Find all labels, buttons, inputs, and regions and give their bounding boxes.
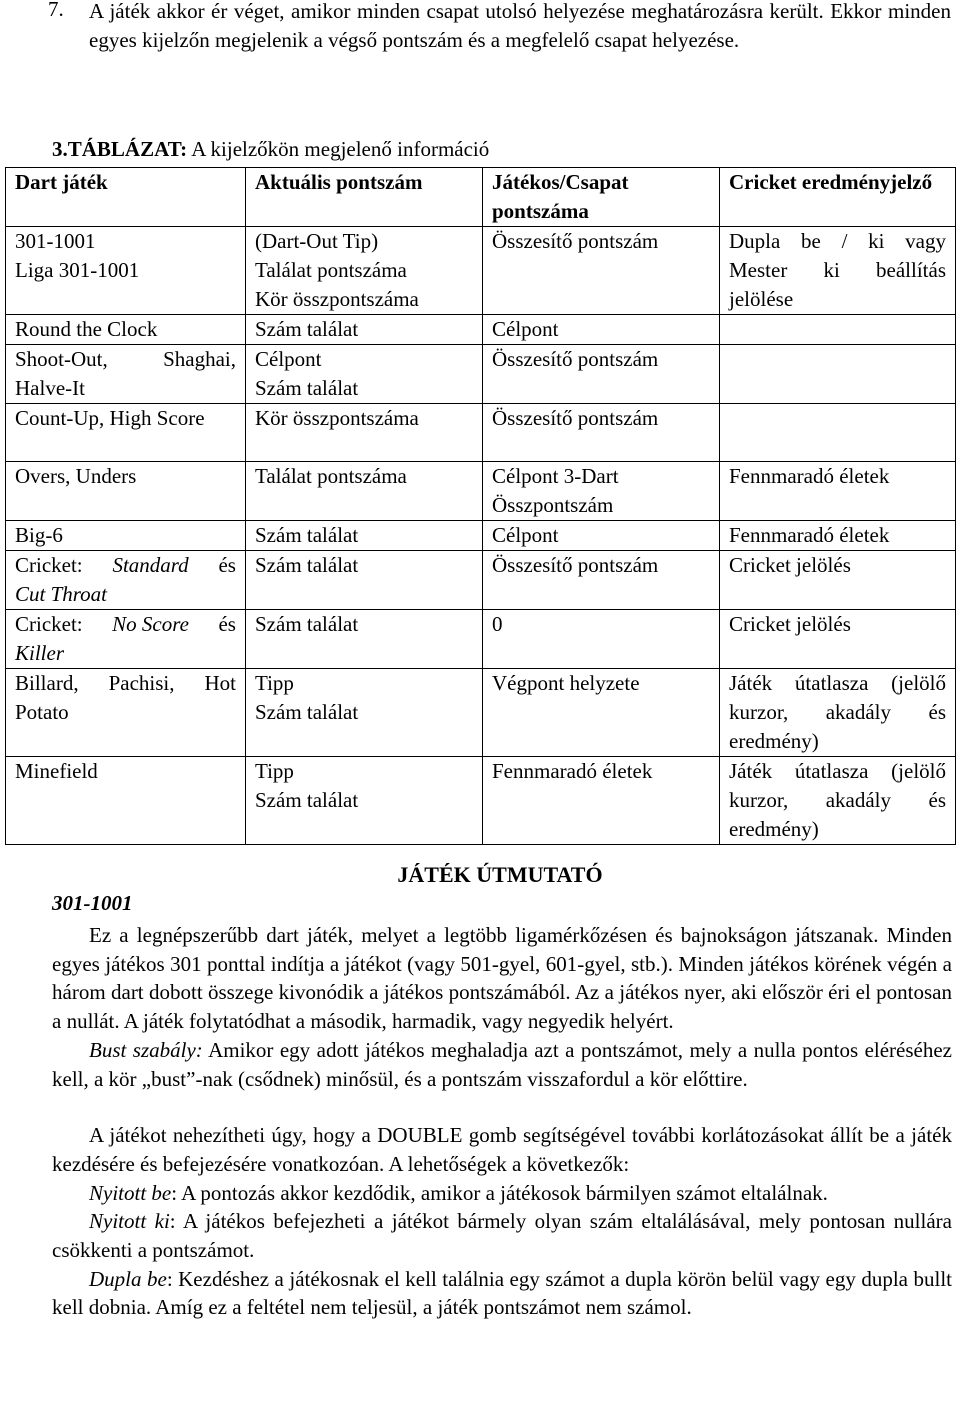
cell-current-score: (Dart-Out Tip) Találat pontszáma Kör összpontszáma <box>246 227 483 315</box>
guide-heading: JÁTÉK ÚTMUTATÓ <box>397 862 603 887</box>
cell-cricket: Játék útatlasza (jelölő kurzor, akadály és eredmény) <box>720 757 956 845</box>
table-row <box>6 462 956 521</box>
cell-cricket: Cricket jelölés <box>720 610 956 669</box>
intro-text: A játék akkor ér véget, amikor minden csapat utolsó helyezése meghatározásra került. Ekkor minden egyes kijelzőn megjelenik a végső pontszám és a megfelelő csapat helyezése. <box>89 0 951 52</box>
cell-game: Round the Clock <box>6 315 246 345</box>
header-cricket: Cricket eredményjelző <box>720 168 956 227</box>
table-row <box>6 521 956 551</box>
cell-current-score: Szám találat <box>246 521 483 551</box>
table-row <box>6 227 956 315</box>
table-row <box>6 610 956 669</box>
table-row <box>6 404 956 462</box>
table-row <box>6 345 956 404</box>
table-row <box>6 669 956 757</box>
paragraph: A játékot nehezítheti úgy, hogy a DOUBLE gomb segítségével további korlátozásokat állít be a játék kezdésére és befejezésére vonatkozóan. A lehetőségek a következők: <box>52 1123 952 1176</box>
header-current-score: Aktuális pontszám <box>246 168 483 227</box>
cell-cricket: Fennmaradó életek <box>720 462 956 521</box>
paragraph: Nyitott be: A pontozás akkor kezdődik, amikor a játékosok bármilyen számot eltalálnak. <box>89 1180 828 1205</box>
cell-player-score: Végpont helyzete <box>483 669 720 757</box>
cell-game: Shoot-Out, Shaghai, Halve-It <box>6 345 246 404</box>
cell-cricket <box>720 404 956 462</box>
cell-player-score: Fennmaradó életek <box>483 757 720 845</box>
cell-player-score: 0 <box>483 610 720 669</box>
table-row <box>6 315 956 345</box>
cell-game: Cricket: No Score és Killer <box>6 610 246 669</box>
cell-current-score: Tipp Szám találat <box>246 669 483 757</box>
paragraph: Dupla be: Kezdéshez a játékosnak el kell találnia egy számot a dupla körön belül vagy egy dupla bullt kell dobnia. Amíg ez a feltétel nem teljesül, a játék pontszámot nem számol. <box>52 1266 952 1320</box>
open-in-label: Nyitott be <box>89 1180 172 1205</box>
table-row <box>6 757 956 845</box>
cell-game: Minefield <box>6 757 246 845</box>
cell-cricket <box>720 315 956 345</box>
cell-cricket: Cricket jelölés <box>720 551 956 610</box>
double-in-label: Dupla be <box>89 1266 167 1291</box>
cell-player-score: Összesítő pontszám <box>483 551 720 610</box>
cell-player-score: Összesítő pontszám <box>483 345 720 404</box>
table-header-row <box>6 168 956 227</box>
cell-game: Count-Up, High Score <box>6 404 246 462</box>
paragraph: Ez a legnépszerűbb dart játék, melyet a legtöbb ligamérkőzésen és bajnokságon játszanak. Minden egyes játékos 301 ponttal indítja a játékot (vagy 501-gyel, 601-gyel, stb.). Minden játékos körének végén a három dart dobott összege kivonódik a játékos pontszámából. Az a játékos nyer, aki először éri el pontosan a nullát. A játék folytatódhat a második, harmadik, vagy negyedik helyért. <box>52 923 952 1034</box>
cell-cricket: Fennmaradó életek <box>720 521 956 551</box>
caption-label: 3.TÁBLÁZAT: <box>52 137 188 161</box>
table-row <box>6 551 956 610</box>
cell-player-score: Összesítő pontszám <box>483 404 720 462</box>
bust-label: Bust szabály: <box>89 1037 203 1062</box>
cell-current-score: Kör összpontszáma <box>246 404 483 462</box>
table-caption <box>52 137 489 162</box>
cell-game: Cricket: Standard és Cut Throat <box>6 551 246 610</box>
open-out-label: Nyitott ki <box>89 1209 170 1234</box>
cell-current-score: Találat pontszáma <box>246 462 483 521</box>
cell-game: Billard, Pachisi, Hot Potato <box>6 669 246 757</box>
cell-player-score: Célpont <box>483 521 720 551</box>
paragraph: Bust szabály: Amikor egy adott játékos meghaladja azt a pontszámot, mely a nulla pontos eléréséhez kell, a kör „bust”-nak (csődnek) minősül, és a pontszám visszafordul a kör előttire. <box>52 1037 952 1091</box>
cell-cricket <box>720 345 956 404</box>
cell-player-score: Célpont 3-Dart Összpontszám <box>483 462 720 521</box>
list-number: 7. <box>48 0 64 21</box>
cell-game: Overs, Unders <box>6 462 246 521</box>
cell-game: Big-6 <box>6 521 246 551</box>
guide-body <box>52 921 952 1322</box>
cell-current-score: Szám találat <box>246 551 483 610</box>
cell-cricket: Dupla be / ki vagy Mester ki beállítás jelölése <box>720 227 956 315</box>
guide-subheading: 301-1001 <box>52 891 133 915</box>
cell-current-score: Szám találat <box>246 315 483 345</box>
header-game: Dart játék <box>6 168 246 227</box>
cell-cricket: Játék útatlasza (jelölő kurzor, akadály és eredmény) <box>720 669 956 757</box>
cell-player-score: Összesítő pontszám <box>483 227 720 315</box>
paragraph: Nyitott ki: A játékos befejezheti a játékot bármely olyan szám eltalálásával, mely pontosan nullára csökkenti a pontszámot. <box>52 1209 952 1263</box>
cell-current-score: Szám találat <box>246 610 483 669</box>
cell-player-score: Célpont <box>483 315 720 345</box>
table-body <box>6 227 956 845</box>
cell-current-score: Tipp Szám találat <box>246 757 483 845</box>
info-table <box>5 167 956 845</box>
cell-current-score: Célpont Szám találat <box>246 345 483 404</box>
caption-text: A kijelzőkön megjelenő információ <box>187 137 490 161</box>
header-player-score: Játékos/Csapat pontszáma <box>483 168 720 227</box>
cell-game: 301-1001 Liga 301-1001 <box>6 227 246 315</box>
